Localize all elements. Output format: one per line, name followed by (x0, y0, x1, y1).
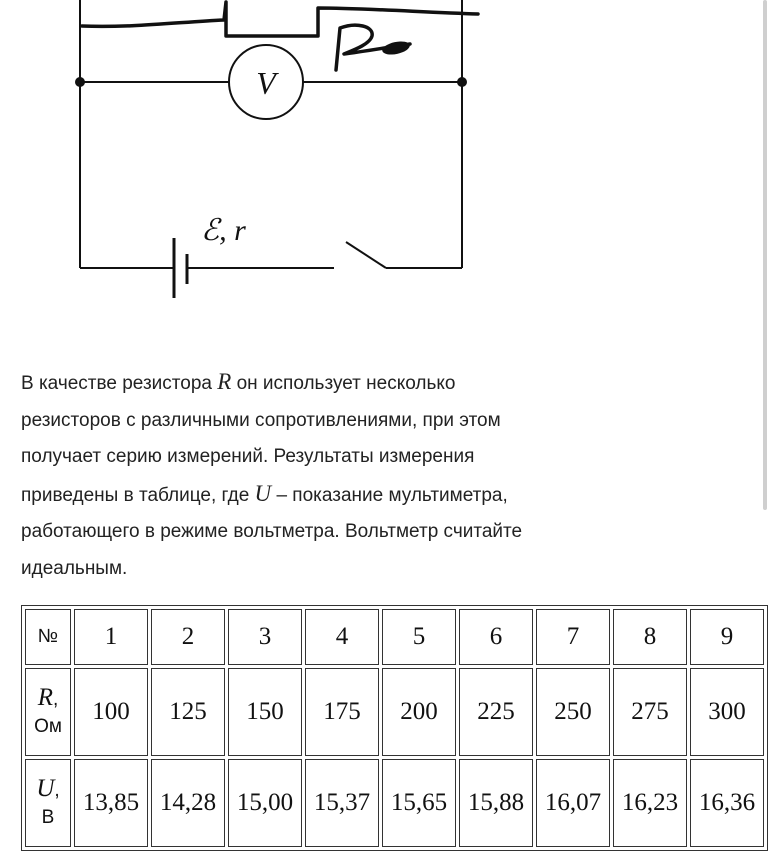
vertical-scrollbar[interactable] (763, 0, 767, 510)
problem-text (21, 364, 541, 587)
voltage-cell: 16,07 (536, 759, 610, 847)
voltmeter-label: V (256, 65, 276, 101)
index-cell: 6 (459, 609, 533, 665)
resistance-cell: 150 (228, 668, 302, 756)
resistance-cell: 100 (74, 668, 148, 756)
table-row-resistance (25, 668, 764, 756)
index-cell: 1 (74, 609, 148, 665)
voltage-cell: 15,65 (382, 759, 456, 847)
table-row-voltage (25, 759, 764, 847)
voltage-cell: 15,00 (228, 759, 302, 847)
hand-drawn-resistor (82, 2, 478, 36)
problem-text-part-3: – показание мультиметра, работающего в режиме вольтметра. Вольтметр считайте идеальным. (21, 484, 523, 579)
voltage-cell: 15,37 (305, 759, 379, 847)
resistance-cell: 275 (613, 668, 687, 756)
resistance-cell: 175 (305, 668, 379, 756)
measurements-table (21, 605, 768, 851)
index-cell: 9 (690, 609, 764, 665)
voltage-cell: 15,88 (459, 759, 533, 847)
index-cell: 5 (382, 609, 456, 665)
resistance-header (25, 668, 71, 756)
voltage-cell: 14,28 (151, 759, 225, 847)
resistance-cell: 225 (459, 668, 533, 756)
circuit-diagram (0, 0, 560, 330)
voltage-header (25, 759, 71, 847)
index-cell: 8 (613, 609, 687, 665)
symbol-u: U (254, 480, 272, 506)
index-cell: 4 (305, 609, 379, 665)
voltage-cell: 13,85 (74, 759, 148, 847)
problem-text-part-1: В качестве резистора (21, 373, 218, 394)
index-cell: 2 (151, 609, 225, 665)
resistance-cell: 250 (536, 668, 610, 756)
hand-drawn-r-blot (381, 39, 411, 57)
problem-text-part-2: он использует несколько резисторов с различными сопротивлениями, при этом получает серию измерений. Результаты измерения приведены в таблице, где (21, 373, 501, 506)
index-header: № (25, 609, 71, 665)
emf-label: ℰ, r (201, 214, 246, 247)
junction-left (75, 77, 85, 87)
resistance-symbol: R, (37, 684, 59, 711)
voltage-symbol: U, (36, 775, 60, 802)
voltage-cell: 16,23 (613, 759, 687, 847)
resistance-unit: Ом (34, 716, 62, 737)
index-cell: 7 (536, 609, 610, 665)
index-cell: 3 (228, 609, 302, 665)
table-row-index (25, 609, 764, 665)
resistance-cell: 125 (151, 668, 225, 756)
symbol-r: R (217, 369, 232, 394)
resistance-cell: 300 (690, 668, 764, 756)
switch-lever (346, 242, 386, 268)
voltage-cell: 16,36 (690, 759, 764, 847)
junction-right (457, 77, 467, 87)
voltage-unit: В (41, 807, 55, 828)
resistance-cell: 200 (382, 668, 456, 756)
